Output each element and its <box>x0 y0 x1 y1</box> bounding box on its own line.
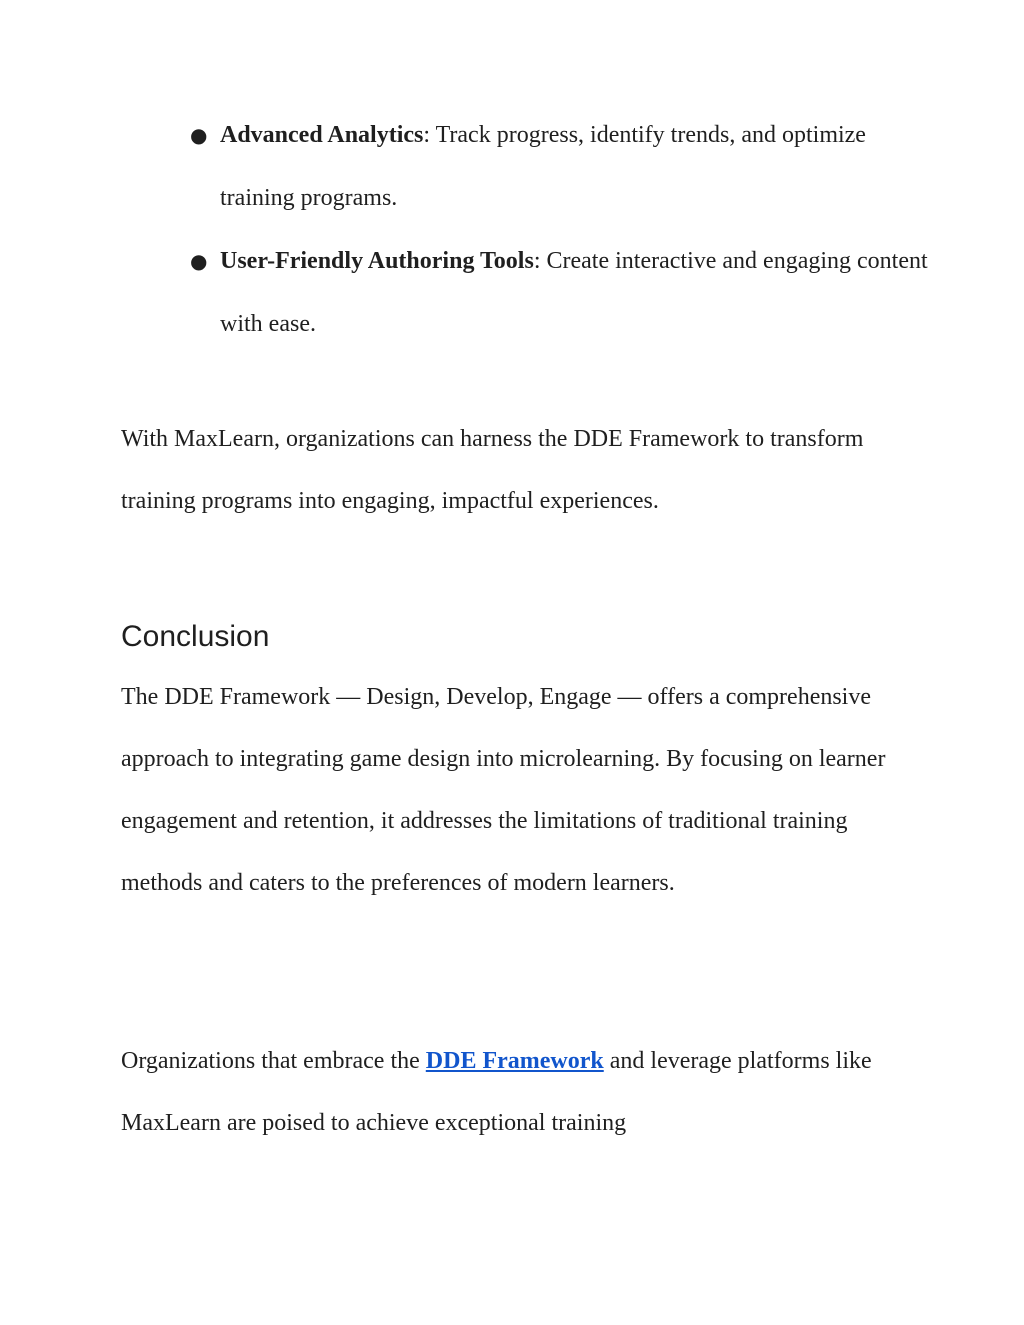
conclusion-paragraph: The DDE Framework — Design, Develop, Engage — offers a comprehensive approach to integrating game design into microlearning. By focusing on learner engagement and retention, it addresses the limitations of traditional training methods and caters to the preferences of modern learners. <box>121 684 886 896</box>
maxlearn-paragraph: With MaxLearn, organizations can harness the DDE Framework to transform training programs into engaging, impactful experiences. <box>121 426 864 514</box>
bullet-term: Advanced Analytics <box>220 122 424 148</box>
bullet-icon: ● <box>190 123 208 147</box>
bullet-text: Track progress, identify trends, and optimize training programs. <box>220 122 866 211</box>
list-item <box>190 230 930 356</box>
closing-paragraph <box>121 1030 911 1154</box>
section-heading: Conclusion <box>121 620 270 653</box>
dde-framework-link[interactable]: DDE Framework <box>425 1048 604 1074</box>
bullet-text: Create interactive and engaging content with ease. <box>220 248 928 337</box>
bullet-icon: ● <box>190 249 208 273</box>
bullet-separator: : <box>533 248 541 274</box>
closing-text-end: and leverage platforms like MaxLearn are poised to achieve exceptional training <box>121 1048 872 1136</box>
list-item <box>190 104 930 230</box>
bullet-term: User-Friendly Authoring Tools <box>220 248 534 274</box>
bullet-separator: : <box>423 122 431 148</box>
feature-bullet-list <box>190 104 930 356</box>
closing-text-start: Organizations that embrace the <box>121 1048 426 1074</box>
